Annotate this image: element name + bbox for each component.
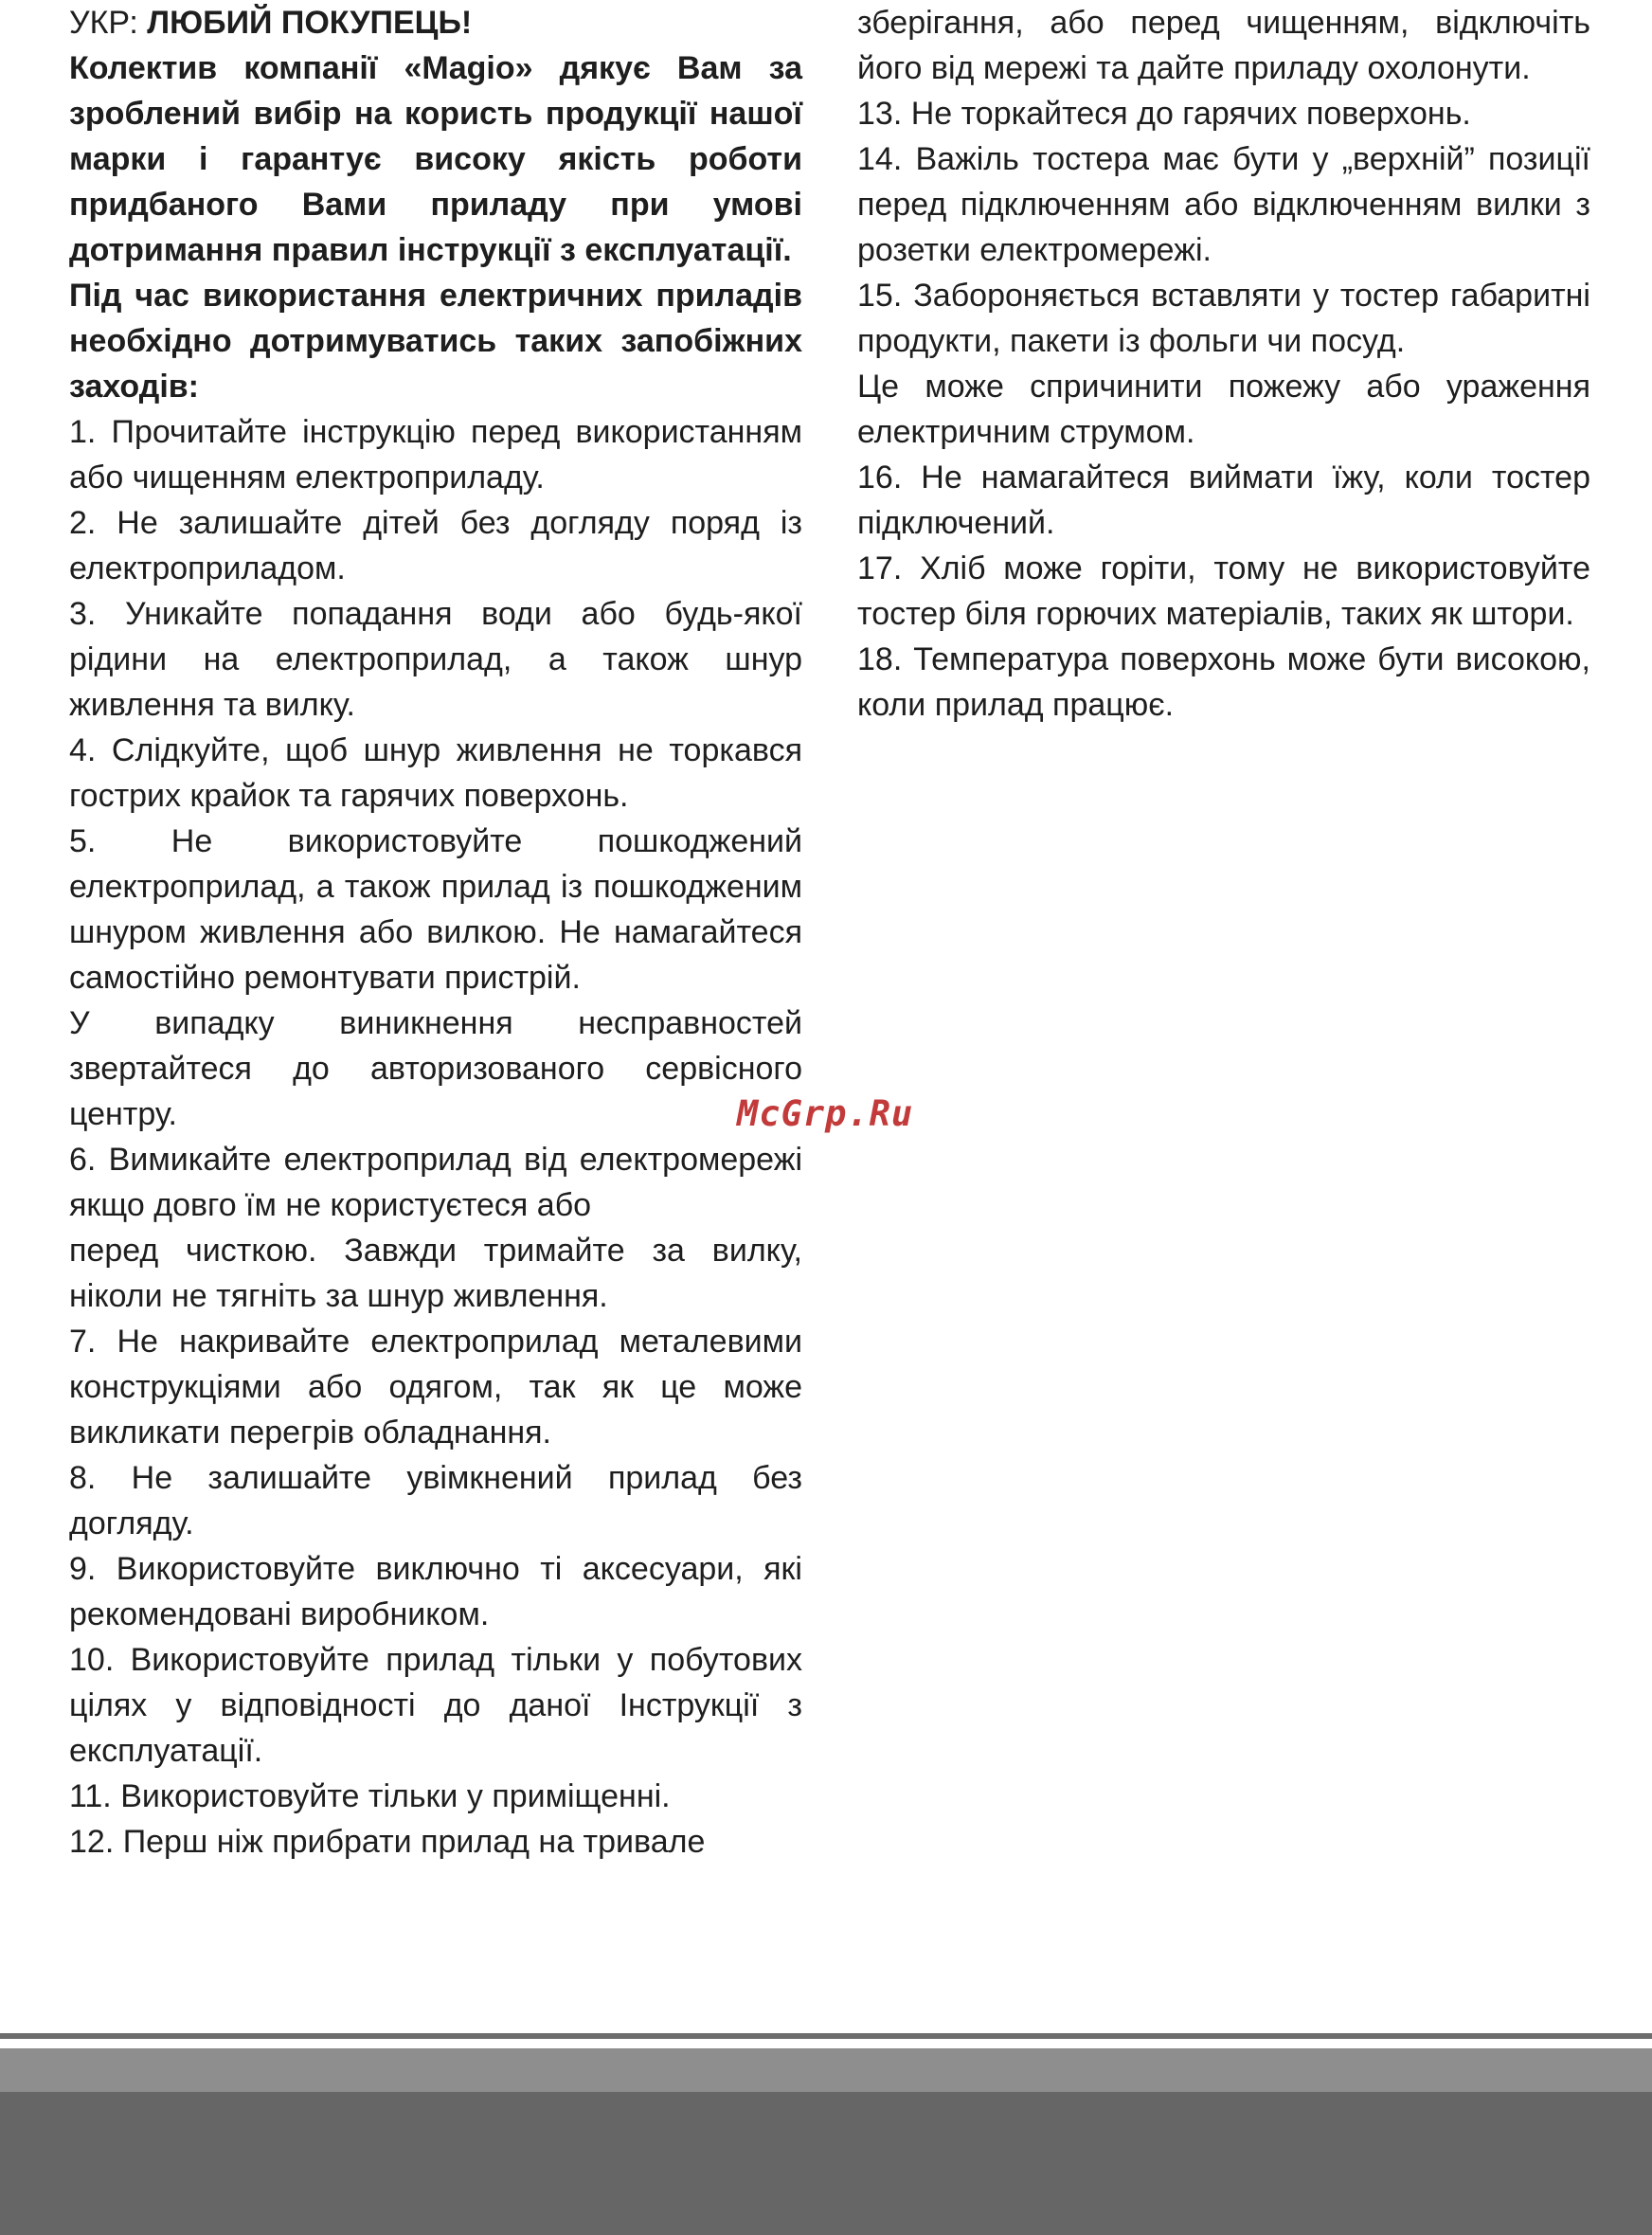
safety-item: 15. Забороняється вставляти у тостер габаритні продукти, пакети із фольги чи посуд. bbox=[857, 278, 1590, 359]
safety-item: 9. Використовуйте виключно ті аксесуари, які рекомендовані виробником. bbox=[69, 1551, 802, 1632]
safety-item: 7. Не накривайте електроприлад металевими конструкціями або одягом, так як це може викликати перегрів обладнання. bbox=[69, 1324, 802, 1451]
safety-item: У випадку виникнення несправностей звертайтеся до авторизованого сервісного центру. bbox=[69, 1005, 802, 1132]
safety-item: 12. Перш ніж прибрати прилад на тривале bbox=[69, 1824, 706, 1860]
greeting-line bbox=[69, 0, 802, 45]
safety-item: 5. Не використовуйте пошкоджений електроприлад, а також прилад із пошкодженим шнуром живлення або вилкою. Не намагайтеся самостійно ремонтувати пристрій. bbox=[69, 823, 802, 996]
right-column bbox=[857, 0, 1590, 728]
left-column bbox=[69, 0, 802, 1865]
safety-item: 13. Не торкайтеся до гарячих поверхонь. bbox=[857, 96, 1471, 132]
footer-band-dark bbox=[0, 2092, 1652, 2235]
safety-item: 18. Температура поверхонь може бути високою, коли прилад працює. bbox=[857, 641, 1590, 723]
safety-item: 6. Вимикайте електроприлад від електромережі якщо довго їм не користуєтеся або bbox=[69, 1142, 802, 1223]
safety-item: 14. Важіль тостера має бути у „верхній” позиції перед підключенням або відключенням вилки з розетки електромережі. bbox=[857, 141, 1590, 268]
safety-item: Це може спричинити пожежу або ураження електричним струмом. bbox=[857, 369, 1590, 450]
safety-item: перед чисткою. Завжди тримайте за вилку, ніколи не тягніть за шнур живлення. bbox=[69, 1233, 802, 1314]
safety-item: 17. Хліб може горіти, тому не використовуйте тостер біля горючих матеріалів, таких як штори. bbox=[857, 550, 1590, 632]
safety-item: 4. Слідкуйте, щоб шнур живлення не торкався гострих крайок та гарячих поверхонь. bbox=[69, 732, 802, 814]
safety-item: 2. Не залишайте дітей без догляду поряд із електроприладом. bbox=[69, 505, 802, 586]
safety-item: 1. Прочитайте інструкцію перед використанням або чищенням електроприладу. bbox=[69, 414, 802, 496]
safety-item: 3. Уникайте попадання води або будь-якої рідини на електроприлад, а також шнур живлення та вилку. bbox=[69, 596, 802, 723]
watermark: McGrp.Ru bbox=[737, 1093, 914, 1134]
safety-item: 8. Не залишайте увімкнений прилад без догляду. bbox=[69, 1460, 802, 1541]
safety-item: 16. Не намагайтеся виймати їжу, коли тостер підключений. bbox=[857, 460, 1590, 541]
footer-divider bbox=[0, 2033, 1652, 2039]
safety-item: 10. Використовуйте прилад тільки у побутових цілях у відповідності до даної Інструкції з експлуатації. bbox=[69, 1642, 802, 1769]
greeting-heading: ЛЮБИЙ ПОКУПЕЦЬ! bbox=[147, 5, 473, 41]
language-prefix: УКР: bbox=[69, 5, 138, 41]
intro-thanks: Колектив компанії «Magio» дякує Вам за зроблений вибір на користь продукції нашої марки і гарантує високу якість роботи придбаного Вами приладу при умові дотримання правил інструкції з експлуатації. bbox=[69, 50, 802, 268]
precautions-heading: Під час використання електричних приладів необхідно дотримуватись таких запобіжних заходів: bbox=[69, 278, 802, 405]
safety-item: зберігання, або перед чищенням, відключіть його від мережі та дайте приладу охолонути. bbox=[857, 5, 1590, 86]
footer-band-light bbox=[0, 2048, 1652, 2092]
safety-item: 11. Використовуйте тільки у приміщенні. bbox=[69, 1778, 671, 1814]
